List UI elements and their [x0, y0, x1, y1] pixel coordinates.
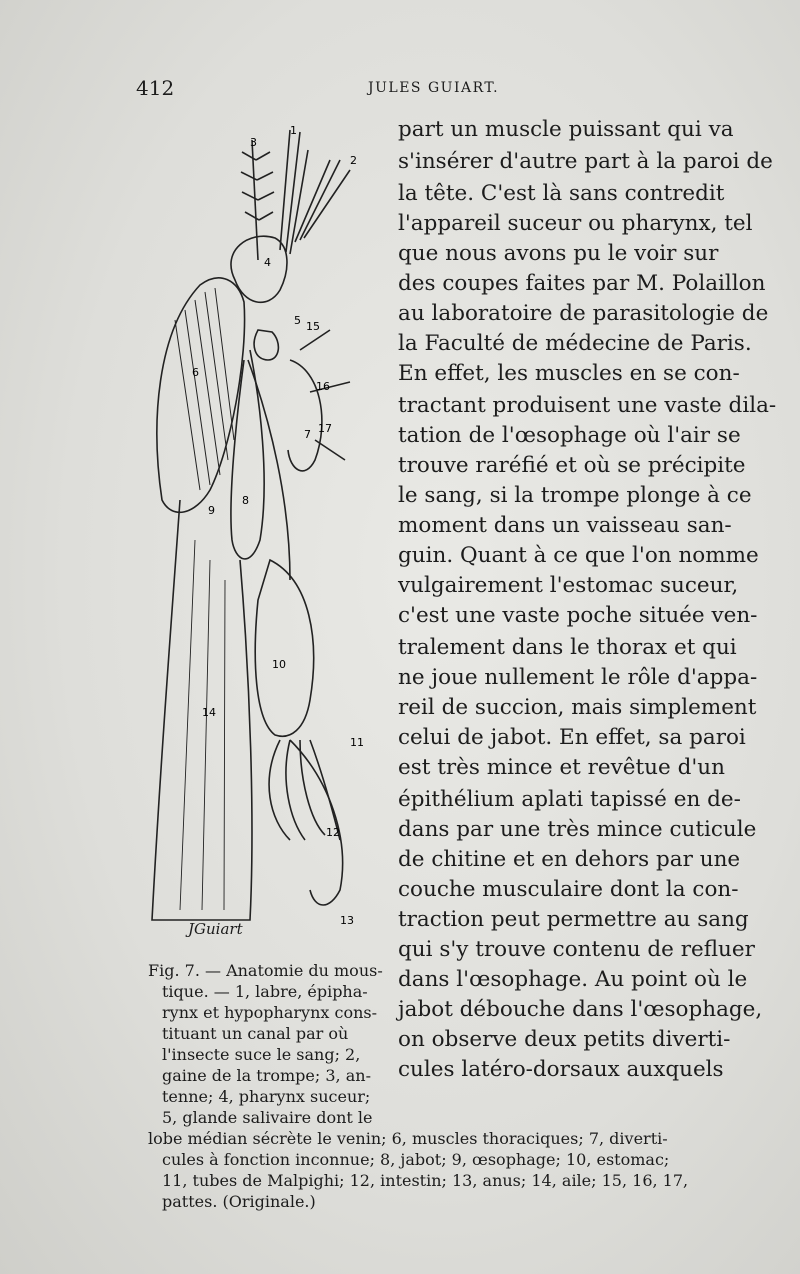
figure-label: 8: [242, 494, 249, 507]
caption-line: cules à fonction inconnue; 8, jabot; 9, œsophage; 10, estomac;: [162, 1150, 670, 1169]
caption-line: pattes. (Originale.): [162, 1192, 316, 1211]
text-line: moment dans un vaisseau san-: [398, 513, 732, 538]
text-line: celui de jabot. En effet, sa paroi: [398, 725, 746, 750]
text-line: tractant produisent une vaste dila-: [398, 393, 777, 418]
text-line: cules latéro-dorsaux auxquels: [398, 1057, 724, 1082]
page-header: [0, 76, 800, 102]
caption-line: l'insecte suce le sang; 2,: [162, 1045, 361, 1064]
figure-label: 10: [272, 658, 286, 671]
text-line: part un muscle puissant qui va: [398, 117, 734, 142]
text-line: jabot débouche dans l'œsophage,: [398, 997, 763, 1022]
text-line: traction peut permettre au sang: [398, 907, 749, 932]
text-line: tralement dans le thorax et qui: [398, 635, 737, 660]
caption-line: lobe médian sécrète le venin; 6, muscles thoraciques; 7, diverti-: [148, 1129, 668, 1148]
caption-line: tenne; 4, pharynx suceur;: [162, 1087, 371, 1106]
engraver-signature: JGuiart: [188, 920, 243, 938]
anatomy-illustration: [140, 120, 396, 950]
text-line: tation de l'œsophage où l'air se: [398, 423, 741, 448]
text-line: reil de succion, mais simplement: [398, 695, 757, 720]
proboscis: [280, 130, 350, 254]
mosquito-anatomy-figure: [140, 120, 396, 950]
figure-label: 15: [306, 320, 320, 333]
text-line: c'est une vaste poche située ven-: [398, 603, 758, 628]
figure-label: 3: [250, 136, 257, 149]
page-number: 412: [136, 76, 175, 100]
figure-label: 5: [294, 314, 301, 327]
figure-label: 17: [318, 422, 332, 435]
text-line: couche musculaire dont la con-: [398, 877, 739, 902]
figure-label: 13: [340, 914, 354, 927]
caption-line: gaine de la trompe; 3, an-: [162, 1066, 371, 1085]
text-line: dans l'œsophage. Au point où le: [398, 967, 748, 992]
figure-label: 7: [304, 428, 311, 441]
text-line: que nous avons pu le voir sur: [398, 241, 719, 266]
text-line: de chitine et en dehors par une: [398, 847, 741, 872]
text-line: qui s'y trouve contenu de refluer: [398, 937, 755, 962]
salivary-gland: [254, 330, 278, 360]
caption-line: tique. — 1, labre, épipha-: [162, 982, 368, 1001]
oesophagus: [248, 360, 290, 580]
antenna-hairs: [241, 152, 274, 220]
figure-label: 4: [264, 256, 271, 269]
caption-line: 5, glande salivaire dont le: [162, 1108, 373, 1127]
text-line: le sang, si la trompe plonge à ce: [398, 483, 752, 508]
text-line: au laboratoire de parasitologie de: [398, 301, 769, 326]
figure-label: 2: [350, 154, 357, 167]
text-line: on observe deux petits diverti-: [398, 1027, 731, 1052]
figure-label: 12: [326, 826, 340, 839]
stomach: [255, 560, 313, 736]
text-line: l'appareil suceur ou pharynx, tel: [398, 211, 753, 236]
running-head: JULES GUIART.: [368, 80, 500, 96]
text-line: vulgairement l'estomac suceur,: [398, 573, 739, 598]
text-line: s'insérer d'autre part à la paroi de: [398, 149, 773, 174]
text-line: la tête. C'est là sans contredit: [398, 181, 725, 206]
text-line: épithélium aplati tapissé en de-: [398, 787, 741, 812]
caption-line: tituant un canal par où: [162, 1024, 349, 1043]
caption-line: 11, tubes de Malpighi; 12, intestin; 13, anus; 14, aile; 15, 16, 17,: [162, 1171, 689, 1190]
text-line: trouve raréfié et où se précipite: [398, 453, 746, 478]
figure-label: 16: [316, 380, 330, 393]
figure-label: 1: [290, 124, 297, 137]
text-line: En effet, les muscles en se con-: [398, 361, 740, 386]
figure-label: 14: [202, 706, 216, 719]
text-line: guin. Quant à ce que l'on nomme: [398, 543, 759, 568]
malpighian-tubes: [269, 740, 340, 840]
text-line: ne joue nullement le rôle d'appa-: [398, 665, 758, 690]
text-line: la Faculté de médecine de Paris.: [398, 331, 752, 356]
jabot: [231, 350, 264, 559]
caption-line: rynx et hypopharynx cons-: [162, 1003, 378, 1022]
figure-label: 11: [350, 736, 364, 749]
head: [231, 236, 287, 302]
text-line: est très mince et revêtue d'un: [398, 755, 725, 780]
caption-line: Fig. 7. — Anatomie du mous-: [148, 961, 383, 980]
figure-label: 9: [208, 504, 215, 517]
text-line: dans par une très mince cuticule: [398, 817, 757, 842]
diverticule: [288, 360, 322, 471]
figure-label: 6: [192, 366, 199, 379]
text-line: des coupes faites par M. Polaillon: [398, 271, 766, 296]
